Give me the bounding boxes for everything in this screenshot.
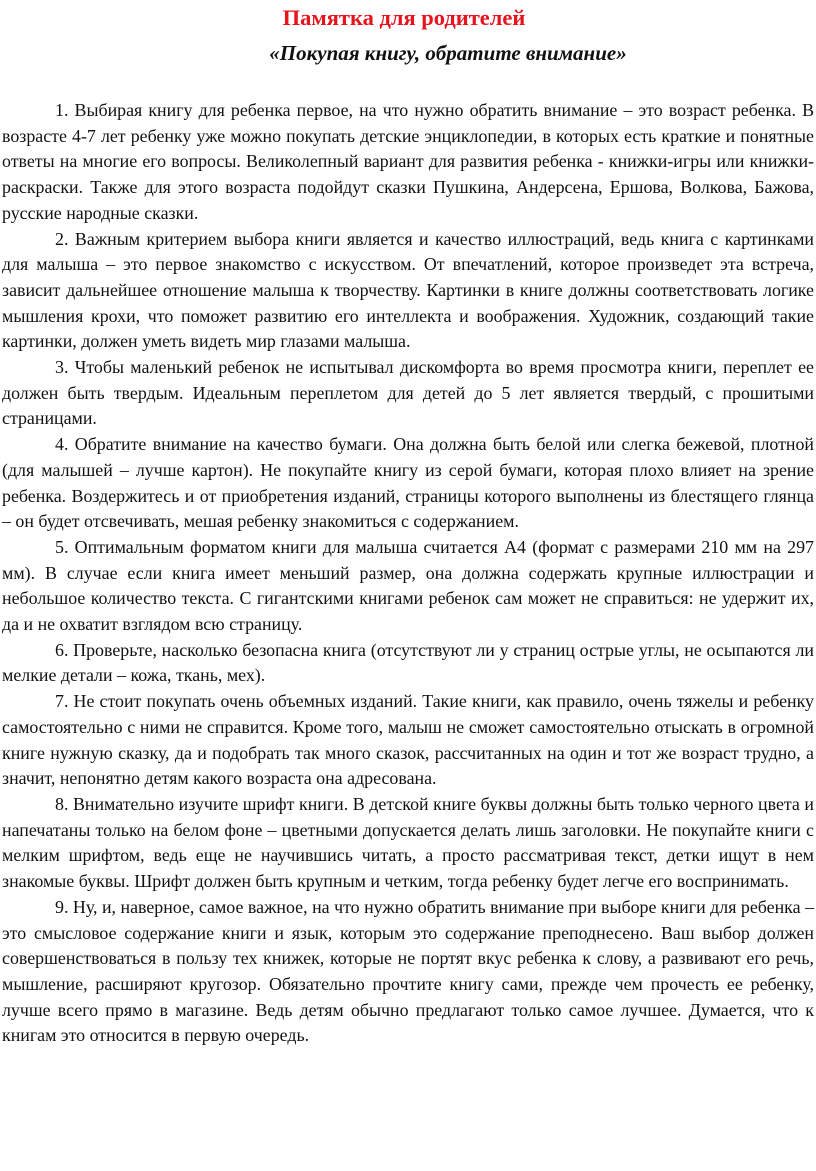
paragraph-4: 4. Обратите внимание на качество бумаги. Она должна быть белой или слегка бежевой, плотной (для малышей – лучше картон). Не покупайте книгу из серой бумаги, которая плохо влияет на зрение ребенка. Воздержитесь и от приобретения изданий, страницы которого выполнены из блестящего глянца – он будет отсвечивать, мешая ребенку знакомиться с содержанием. — [2, 434, 814, 532]
paragraph-1: 1. Выбирая книгу для ребенка первое, на что нужно обратить внимание – это возраст ребенка. В возрасте 4-7 лет ребенку уже можно покупать детские энциклопедии, в которых есть краткие и понятные ответы на многие его вопросы. Великолепный вариант для развития ребенка - книжки-игры или книжки-раскраски. Также для этого возраста подойдут сказки Пушкина, Андерсена, Ершова, Волкова, Бажова, русские народные сказки. — [2, 100, 814, 223]
paragraph-6: 6. Проверьте, насколько безопасна книга (отсутствуют ли у страниц острые углы, не осыпаются ли мелкие детали – кожа, ткань, мех). — [2, 639, 814, 686]
paragraph-9: 9. Ну, и, наверное, самое важное, на что нужно обратить внимание при выборе книги для ребенка – это смысловое содержание книги и язык, которым это содержание преподнесено. Ваш выбор должен совершенствоваться в пользу тех книжек, которые не портят вкус ребенка к слову, а развивают его речь, мышление, расширяют кругозор. Обязательно прочтите книгу сами, прежде чем прочесть ее ребенку, лучше всего прямо в магазине. Ведь детям обычно предлагают только самое лучшее. Думается, что к книгам это относится в первую очередь. — [2, 896, 814, 1046]
document-subtitle: «Покупая книгу, обратите внимание» — [269, 41, 627, 65]
paragraph-7: 7. Не стоит покупать очень объемных изданий. Такие книги, как правило, очень тяжелы и ребенку самостоятельно с ними не справится. Кроме того, малыш не сможет самостоятельно отыскать в огромной книге нужную сказку, да и подобрать так много сказок, рассчитанных на один и тот же возраст трудно, а значит, непонятно детям какого возраста она адресована. — [2, 691, 814, 789]
document-body — [2, 98, 814, 1049]
paragraph-2: 2. Важным критерием выбора книги является и качество иллюстраций, ведь книга с картинками для малыша – это первое знакомство с искусством. От впечатлений, которое произведет эта встреча, зависит дальнейшее отношение малыша к творчеству. Картинки в книге должны соответствовать логике мышления крохи, что поможет развитию его интеллекта и воображения. Художник, создающий такие картинки, должен уметь видеть мир глазами малыша. — [2, 228, 814, 352]
paragraph-3: 3. Чтобы маленький ребенок не испытывал дискомфорта во время просмотра книги, переплет ее должен быть твердым. Идеальным переплетом для детей до 5 лет является твердый, с прошитыми страницами. — [2, 357, 814, 429]
document-title: Памятка для родителей — [282, 5, 526, 30]
paragraph-8: 8. Внимательно изучите шрифт книги. В детской книге буквы должны быть только черного цвета и напечатаны только на белом фоне – цветными допускается делать лишь заголовки. Не покупайте книги с мелким шрифтом, ведь еще не научившись читать, а просто рассматривая текст, детки ищут в нем знакомые буквы. Шрифт должен быть крупным и четким, тогда ребенку будет легче его воспринимать. — [2, 793, 814, 892]
paragraph-5: 5. Оптимальным форматом книги для малыша считается А4 (формат с размерами 210 мм на 297 мм). В случае если книга имеет меньший размер, она должна содержать крупные иллюстрации и небольшое количество текста. С гигантскими книгами ребенок сам может не справиться: не удержит их, да и не охватит взглядом всю страницу. — [2, 536, 814, 635]
